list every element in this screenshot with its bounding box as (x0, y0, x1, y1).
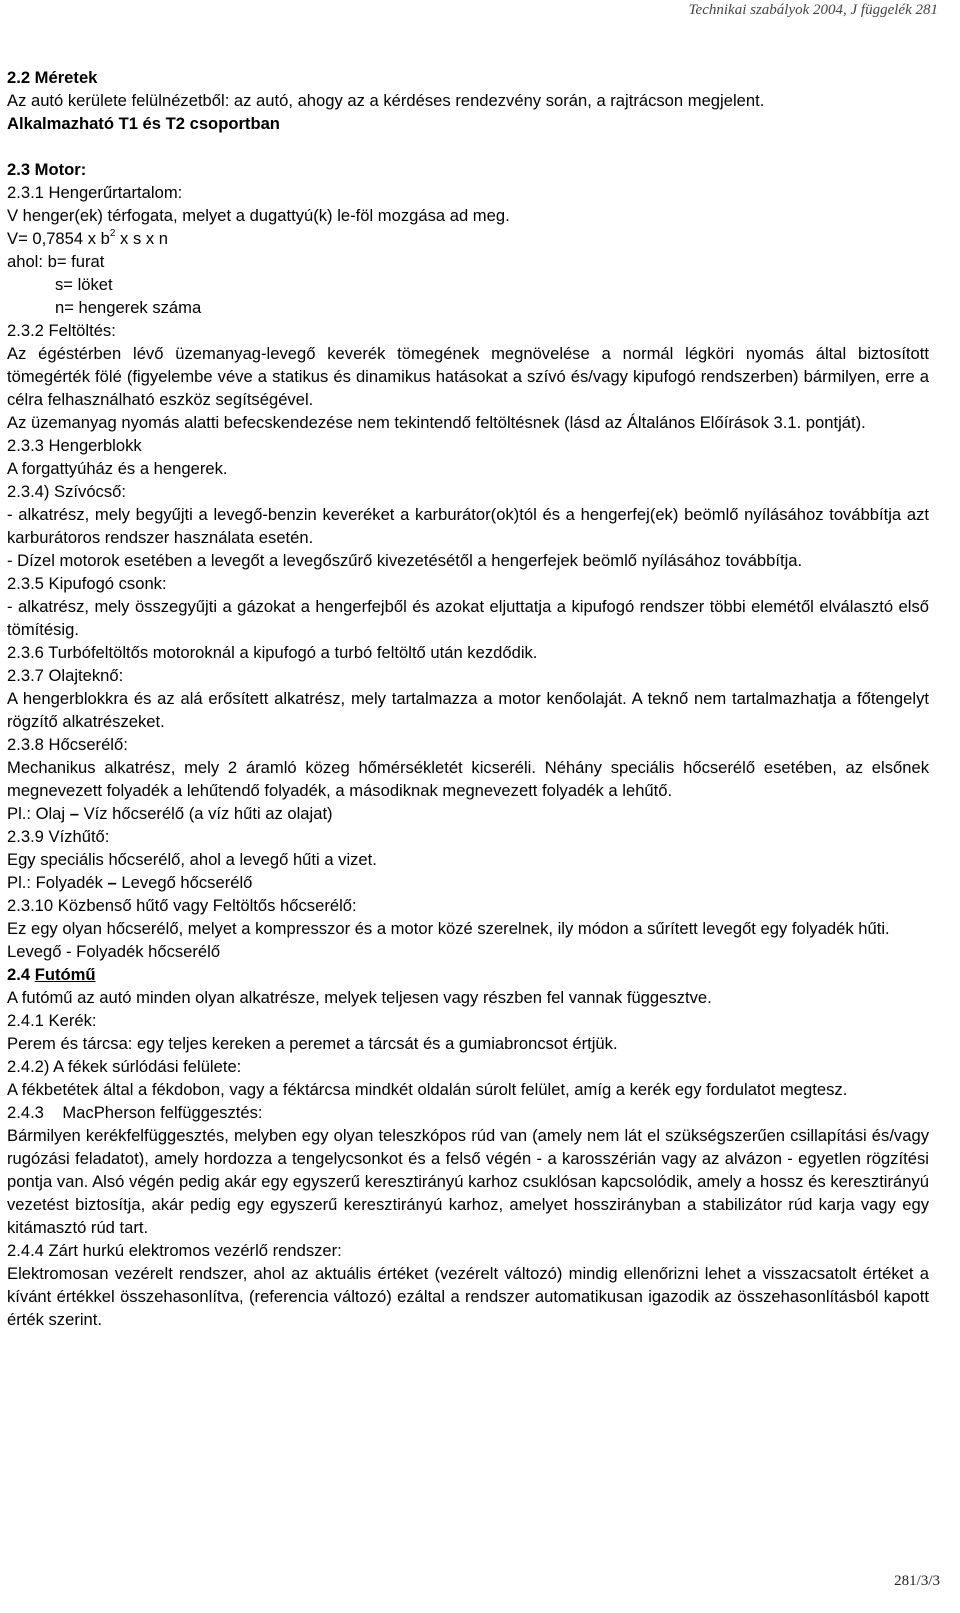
section-2-2-body: Az autó kerülete felülnézetből: az autó, ahogy az a kérdéses rendezvény során, a rajtrácson megjelent. (7, 91, 765, 110)
formula-part-a: V= 0,7854 x b (7, 229, 110, 248)
formula-where-b: ahol: b= furat (7, 252, 105, 271)
section-2-4-1-body: Perem és tárcsa: egy teljes kereken a peremet a tárcsát és a gumiabroncsot értjük. (7, 1034, 618, 1053)
section-2-2-note: Alkalmazható T1 és T2 csoportban (7, 114, 280, 133)
example-text-b: Levegő hőcserélő (116, 873, 253, 892)
page-header: Technikai szabályok 2004, J függelék 281 (688, 2, 938, 18)
section-2-4-3-body: Bármilyen kerékfelfüggesztés, melyben egy olyan teleszkópos rúd van (amely nem lát el szükségszerűen csillapítási és/vagy rugózási feladatot), amely hordozza a tengelycsonkot és a felső végén - a karosszérián vagy az alvázon - egyetlen rögzítési pontja van. Alsó végén pedig akár egy egyszerű keresztirányú karhoz csuklósan kapcsolódik, amely a hossz és keresztirányú vezetést biztosítja, akár pedig egy egyszerű keresztirányú karhoz, amelyet hosszirányban a stabilizátor rúd karja vagy egy kitámasztó rúd tart. (7, 1126, 929, 1237)
volume-formula (7, 227, 929, 250)
section-2-3-3-body: A forgattyúház és a hengerek. (7, 459, 228, 478)
section-2-3-8-example (7, 802, 929, 825)
section-2-3-4-body-1: - alkatrész, mely begyűjti a levegő-benzin keveréket a karburátor(ok)tól és a hengerfej(ek) beömlő nyílásához továbbítja azt karburátoros rendszer használata esetén. (7, 505, 929, 547)
section-2-4-4-title: 2.4.4 Zárt hurkú elektromos vezérlő rendszer: (7, 1241, 342, 1260)
section-2-3-2-body: Az égéstérben lévő üzemanyag-levegő keverék tömegének megnövelése a normál légköri nyomás által biztosított tömegérték fölé (figyelembe véve a statikus és dinamikus hatásokat a szívó és/vagy kipufogó rendszerben) bármilyen, erre a célra felhasználható eszköz segítségével. (7, 344, 929, 409)
example-text-a: Pl.: Olaj (7, 804, 70, 823)
section-2-3-1-title: 2.3.1 Hengerűrtartalom: (7, 183, 183, 202)
section-2-3-title: 2.3 Motor: (7, 160, 87, 179)
section-2-2-title: 2.2 Méretek (7, 68, 98, 87)
page-footer: 281/3/3 (894, 1573, 940, 1589)
section-2-3-10-body: Ez egy olyan hőcserélő, melyet a kompresszor és a motor közé szerelnek, ily módon a sűrített levegőt egy folyadék hűti. (7, 919, 890, 938)
example-dash: – (69, 804, 79, 823)
section-2-4-number: 2.4 (7, 965, 35, 984)
section-2-3-6-line: 2.3.6 Turbófeltöltős motoroknál a kipufogó a turbó feltöltő után kezdődik. (7, 643, 538, 662)
section-2-3-8-title: 2.3.8 Hőcserélő: (7, 735, 128, 754)
section-2-4-2-body: A fékbetétek által a fékdobon, vagy a féktárcsa mindkét oldalán súrolt felület, amíg a kerék egy fordulatot megtesz. (7, 1080, 848, 1099)
section-2-3-9-title: 2.3.9 Vízhűtő: (7, 827, 110, 846)
section-2-3-8-body: Mechanikus alkatrész, mely 2 áramló közeg hőmérsékletét kicseréli. Néhány speciális hőcserélő esetében, az elsőnek megnevezett folyadék a lehűtendő folyadék, a másodiknak megnevezett folyadék a lehűtő. (7, 758, 929, 800)
formula-where-n: n= hengerek száma (55, 298, 202, 317)
section-2-3-3-title: 2.3.3 Hengerblokk (7, 436, 142, 455)
spacer (7, 135, 929, 158)
formula-part-b: x s x n (115, 229, 168, 248)
section-2-3-5-body: - alkatrész, mely összegyűjti a gázokat a hengerfejből és azokat eljuttatja a kipufogó rendszer többi elemétől elválasztó első tömítésig. (7, 597, 929, 639)
formula-exponent: 2 (109, 228, 116, 240)
section-2-3-5-title: 2.3.5 Kipufogó csonk: (7, 574, 167, 593)
section-2-4-word: Futómű (34, 965, 96, 984)
section-2-4-1-title: 2.4.1 Kerék: (7, 1011, 97, 1030)
formula-where-s: s= löket (55, 275, 113, 294)
section-2-3-9-body: Egy speciális hőcserélő, ahol a levegő hűti a vizet. (7, 850, 377, 869)
section-2-4-3-title: 2.4.3 MacPherson felfüggesztés: (7, 1103, 263, 1122)
example-dash: – (107, 873, 117, 892)
section-2-3-9-example (7, 871, 929, 894)
section-2-3-7-body: A hengerblokkra és az alá erősített alkatrész, mely tartalmazza a motor kenőolaját. A teknő nem tartalmazhatja a főtengelyt rögzítő alkatrészeket. (7, 689, 929, 731)
section-2-4-body: A futómű az autó minden olyan alkatrésze, melyek teljesen vagy részben fel vannak függesztve. (7, 988, 712, 1007)
section-2-3-2-note: Az üzemanyag nyomás alatti befecskendezése nem tekintendő feltöltésnek (lásd az Általános Előírások 3.1. pontját). (7, 413, 866, 432)
section-2-3-2-title: 2.3.2 Feltöltés: (7, 321, 116, 340)
section-2-3-10-title: 2.3.10 Közbenső hűtő vagy Feltöltős hőcserélő: (7, 896, 357, 915)
section-2-4-4-body: Elektromosan vezérelt rendszer, ahol az aktuális értéket (vezérelt változó) mindig ellenőrizni lehet a visszacsatolt értéket a kívánt értékkel összehasonlítva, (referencia változó) ezáltal a rendszer automatikusan igazodik az összehasonlításból kapott érték szerint. (7, 1264, 929, 1329)
section-2-3-4-body-2: - Dízel motorok esetében a levegőt a levegőszűrő kivezetésétől a hengerfejek beömlő nyílásához továbbítja. (7, 551, 803, 570)
example-text-b: Víz hőcserélő (a víz hűti az olajat) (78, 804, 333, 823)
section-2-3-4-title: 2.3.4) Szívócső: (7, 482, 126, 501)
section-2-4-title (7, 963, 929, 986)
section-2-3-1-body: V henger(ek) térfogata, melyet a dugattyú(k) le-föl mozgása ad meg. (7, 206, 510, 225)
section-2-3-7-title: 2.3.7 Olajteknő: (7, 666, 124, 685)
document-body (7, 66, 929, 1331)
section-2-3-10-note: Levegő - Folyadék hőcserélő (7, 942, 221, 961)
example-text-a: Pl.: Folyadék (7, 873, 108, 892)
section-2-4-2-title: 2.4.2) A fékek súrlódási felülete: (7, 1057, 242, 1076)
